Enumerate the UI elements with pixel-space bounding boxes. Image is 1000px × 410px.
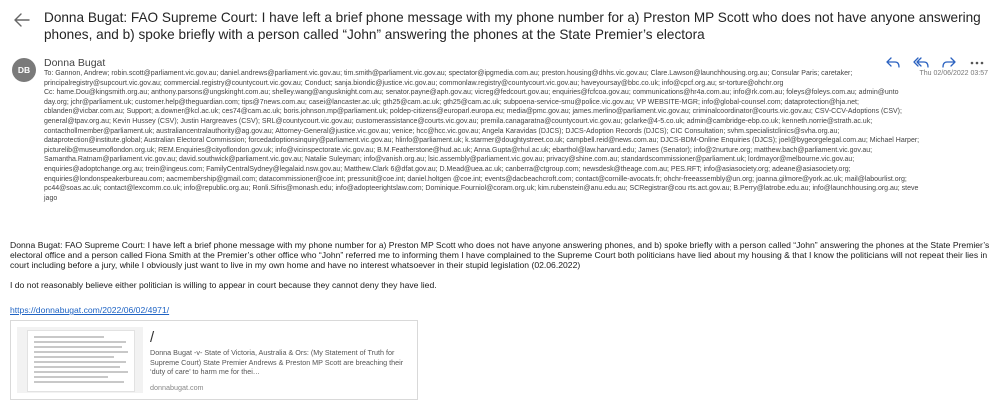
body-paragraph: Donna Bugat: FAO Supreme Court: I have left a brief phone message with my phone number for a) Preston MP Scott who does not have anyone answering phones, and b) spoke briefly with a person called “John” answering the phones at the State Premier’s electoral office and a person called Fiona Smith at the Premier’s other office who “John” referred me to informing them I have complained to the Supreme Court both politicians have lied about my housing & that I know the politicians will not repeat their lies in court including before a jury, while I obviously just want to live in my own home and have no interest whatsoever in their stupid legislation (02.06.2022) (10, 240, 990, 270)
message-subject: Donna Bugat: FAO Supreme Court: I have left a brief phone message with my phone number for a) Preston MP Scott who does not have anyone answering phones, and b) spoke briefly with a person called “John” answering the phones at the State Premier’s electora (44, 10, 981, 42)
back-arrow-icon[interactable] (12, 10, 32, 30)
post-link[interactable]: https://donnabugat.com/2022/06/02/4971/ (10, 305, 170, 315)
message-header (0, 0, 1000, 46)
preview-title: / (150, 329, 155, 346)
avatar: DB (12, 58, 36, 82)
to-recipients[interactable]: Gannon, Andrew; robin.scott@parliament.vic.gov.au; daniel.andrews@parliament.vic.gov.au; tim.smith@parliament.vic.gov.au; spectator@ipgmedia.com.au; preston.housing@dhhs.vic.gov.au; Clare.Lawson@launchhousing.org.au; Consular Paris; caretaker; principalregistry@supcourt.vic.gov.au; commercial.registry@countycourt.vic.gov.au; Conduct; sanja.biondic@justice.vic.gov.au; commonlaw.registry@countycourt.vic.gov.au; haveyoursay@bbc.co.uk; info@cpcf.org.au; sr-torture@ohchr.org (44, 70, 853, 87)
message-date: Thu 02/06/2022 03:57 (919, 70, 988, 77)
body-paragraph: I do not reasonably believe either politician is willing to appear in court because they cannot deny they have lied. (10, 280, 437, 290)
preview-description: Donna Bugat -v- State of Victoria, Australia & Ors: (My Statement of Truth for Supreme Court) State Premier Andrews & Preston MP Scott are breaching their ‘duty of care’ to harm me for thei… (150, 348, 404, 376)
preview-domain: donnabugat.com (150, 383, 204, 392)
to-line (44, 69, 924, 88)
cc-line (44, 88, 924, 203)
preview-thumbnail (17, 327, 143, 393)
sender-name[interactable]: Donna Bugat (44, 57, 106, 69)
forward-icon[interactable] (940, 55, 958, 71)
recipients (44, 69, 924, 203)
to-label: To: (44, 70, 54, 77)
more-icon[interactable] (968, 55, 986, 71)
link-preview-card[interactable] (10, 320, 418, 400)
cc-label: Cc: (44, 89, 55, 97)
cc-recipients[interactable]: hame.Dou@kingsmith.org.au; anthony.parsons@ungskinght.com.au; shelley.wang@angusknight.com.au; senator.payne@aph.gov.au; vicreg@fedcourt.gov.au; enquiries@fcfcoa.gov.au; communications@hr4a.com.au; info@rk.com.au; foleys@foleys.com.au; admin@unto day.org; jchr@parliament.uk; customer.help@theguardian.com; tips@7news.com.au; casei@lancaster.ac.uk; gth25@cam.ac.uk; gth25@cam.ac.uk; subpoena-service-smu@police.vic.gov.au; VP WEBSITE-MGR; info@global-counsel.com; dataprotection@hja.net; cblanden@vicbar.com.au; Support; a.downer@kcl.ac.uk; ces74@cam.ac.uk; boris.johnson.mp@parliament.uk; poldep-citizens@europarl.europa.eu; media@pmc.gov.au; james.merlino@parliament.vic.gov.au; criminalcoordinator@courts.vic.gov.au; CSV-CCV-Adoptions (CSV); general@tpav.org.au; Kevin Hussey (CSV); Justin Hargreaves (CSV); SRL@countycourt.vic.gov.au; customerassistance@courts.vic.gov.au; premila.canagaratna@countycourt.vic.gov.au; gclarke@4-5.co.uk; admin@cambridge-ebp.co.uk; kenneth.norrie@strath.ac.uk; contacthollmember@parliament.uk; australiancentralauthority@ag.gov.au; Attorney-General@justice.vic.gov.au; venice; hcc@hcc.vic.gov.au; Angela Karavidas (DJCS); DJCS-Adoption Records (DJCS); CIC Consultation; svhm.specialistclinics@svha.org.au; dataprotection@institute.global; Australian Electoral Commission; forcedadoptionsinquiry@parliament.vic.gov.au; hlinfo@parliament.uk; k.starmer@doughtystreet.co.uk; campbell.reid@news.com.au; DJCS-BDM-Online Enquiries (DJCS); joel@bygeorgelegal.com.au; Michael Harper; picturelib@museumoflondon.org.uk; REM.Enquiries@cityoflondon.gov.uk; info@vicinspectorate.vic.gov.au; B.M.Featherstone@hud.ac.uk; Anna.Gupta@rhul.ac.uk; ebarthol@law.harvard.edu; James (Senator); info@2nurture.org; matthew.bach@parliament.vic.gov.au; Samantha.Ratnam@parliament.vic.gov.au; david.southwick@parliament.vic.gov.au; Natalie Suleyman; info@vanish.org.au; lsic.assembly@parliament.vic.gov.au; privacy@shine.com.au; standardscommissioner@parliament.uk; lordmayor@melbourne.vic.gov.au; enquiries@adoptchange.org.au; trein@ingeus.com; FamilyCentralSydney@legalaid.nsw.gov.au; Matthew.Clark 6@dfat.gov.au; D.Mead@uea.ac.uk; canberra@ctgroup.com; newsdesk@theage.com.au; PES.RFT; info@asiasociety.org; adeane@asiasociety.org; enquiries@londonspeakerbureau.com; aacmembership@gmail.com; datacommissioner@coe.int; pressunit@coe.int; daniel.holtgen @coe.int; events@dacbeachcroft.com; contact@cornille-avocats.fr; ohchr-freeassembly@un.org; joanna.gilmore@york.ac.uk; mail@labourlist.org; pc44@soas.ac.uk; contact@lexcomm.co.uk; info@republic.org.au; Ronli.Sifris@monash.edu; info@adopteerightslaw.com; Dominique.Fourniol@coram.org.uk; kim.rubenstein@anu.edu.au; SCRegistrar@cou rts.act.gov.au; B.Perry@latrobe.edu.au; info@launchhousing.org.au; steve jago (44, 89, 920, 202)
